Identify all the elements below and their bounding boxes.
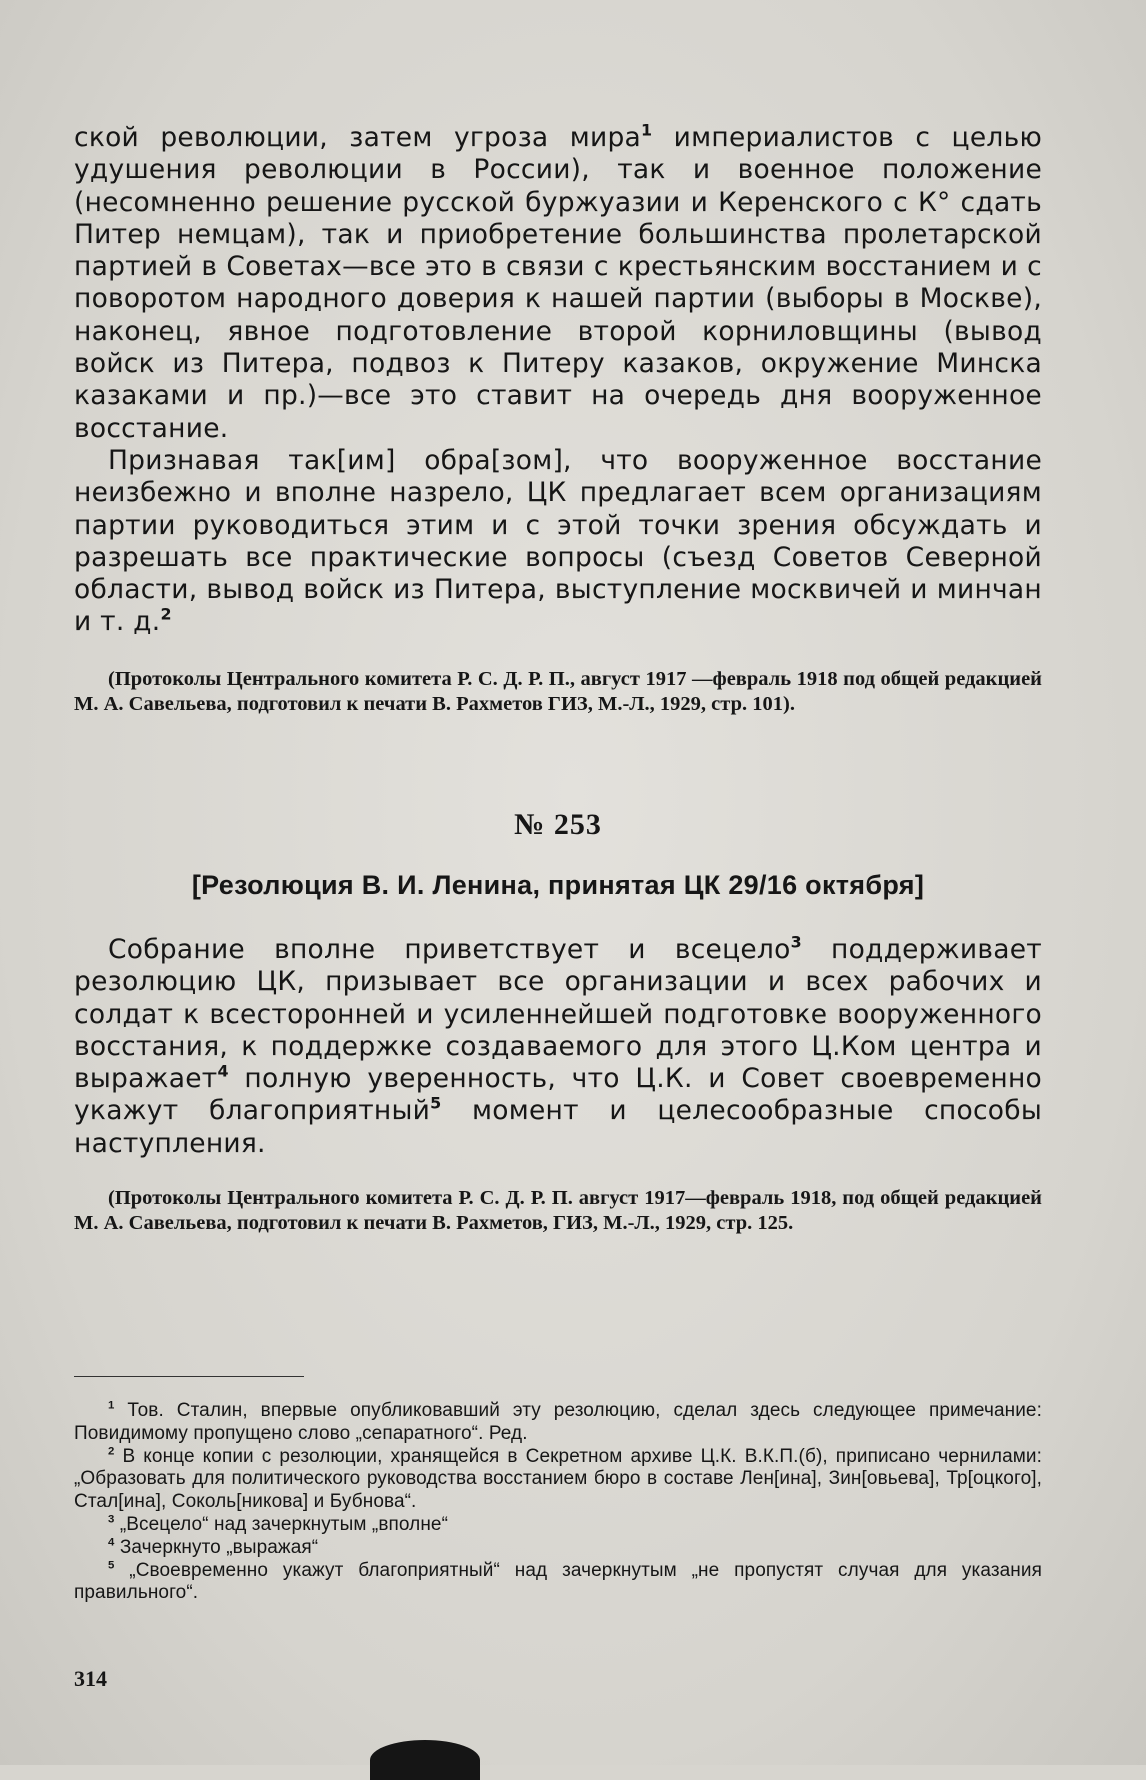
footnotes [74,1400,1042,1605]
document-title: [Резолюция В. И. Ленина, принятая ЦК 29/16 октября] [191,870,925,900]
document-number: № 253 [514,808,602,841]
footnote-marker: 1 [641,120,653,140]
footnote-5: $^5$ „Своевременно укажут благоприятный“ над зачеркнутым „не пропустят случая для указания правильного“. [74,1559,1042,1604]
paragraph-resolution: Признавая так[им] обра[зом], что вооруженное восстание неизбежно и вполне назрело, ЦК предлагает всем организациям партии руководиться этим и с этой точки зрения обсуждать и разрешать все практические вопросы (съезд Советов Северной области, вывод войск из Питера, выступление москвичей и минчан и т. д.$^2$ [74,444,1042,638]
footnote-1: $^1$ Тов. Сталин, впервые опубликовавший эту резолюцию, сделал здесь следующее примечание: Повидимому пропущено слово „сепаратного“. Ред. [74,1399,1042,1444]
footnote-2: $^2$ В конце копии с резолюции, хранящейся в Секретном архиве Ц.К. В.К.П.(б), приписано чернилами: „Образовать для политического руководства восстанием бюро в составе Лен[ина], Зин[овьева], Тр[оцкого], Стал[ина], Соколь[никова] и Бубнова“. [74,1445,1042,1513]
source-reference-1: (Протоколы Центрального комитета Р. С. Д. Р. П., август 1917 —февраль 1918 под общей редакцией М. А. Савельева, подготовил к печати В. Рахметов ГИЗ, М.-Л., 1929, стр. 101). [74,667,1042,715]
footnote-divider [74,1376,304,1377]
footnote-marker: 5 [430,1094,442,1114]
footnote-4: $^4$ Зачеркнуто „выражая“ [108,1536,319,1558]
ink-blot [370,1740,480,1780]
page-number: 314 [74,1666,107,1691]
footnote-marker: 4 [217,1061,229,1081]
paragraph-assembly: Собрание вполне приветствует и всецело$^3$ поддерживает резолюцию ЦК, призывает все организации и всех рабочих и солдат к всесторонней и усиленнейшей подготовке вооруженного восстания, к поддержке создаваемого для этого Ц.Ком центра и выражает$^4$ полную уверенность, что Ц.К. и Совет своевременно укажут благоприятный$^5$ момент и целесообразные способы наступления. [74,932,1042,1159]
body-text-top [74,122,1042,717]
paragraph-continuation: ской революции, затем угроза мира$^1$ империалистов с целью удушения революции в России), так и военное положение (несомненно решение русской буржуазии и Керенского с К° сдать Питер немцам), так и приобретение большинства пролетарской партией в Советах—все это в связи с крестьянским восстанием и с поворотом народного доверия к нашей партии (выборы в Москве), наконец, явное подготовление второй корниловщины (вывод войск из Питера, подвоз к Питеру казаков, окружение Минска казаками и пр.)—все это ставит на очередь дня вооруженное восстание. [74,120,1043,444]
footnote-3: $^3$ „Всецело“ над зачеркнутым „вполне“ [108,1513,449,1535]
footnote-marker: 3 [790,932,802,952]
body-text-resolution [74,934,1042,1236]
source-reference-2: (Протоколы Центрального комитета Р. С. Д. Р. П. август 1917—февраль 1918, под общей редакцией М. А. Савельева, подготовил к печати В. Рахметов, ГИЗ, М.-Л., 1929, стр. 125. [74,1187,1042,1235]
footnote-marker: 2 [160,605,172,625]
